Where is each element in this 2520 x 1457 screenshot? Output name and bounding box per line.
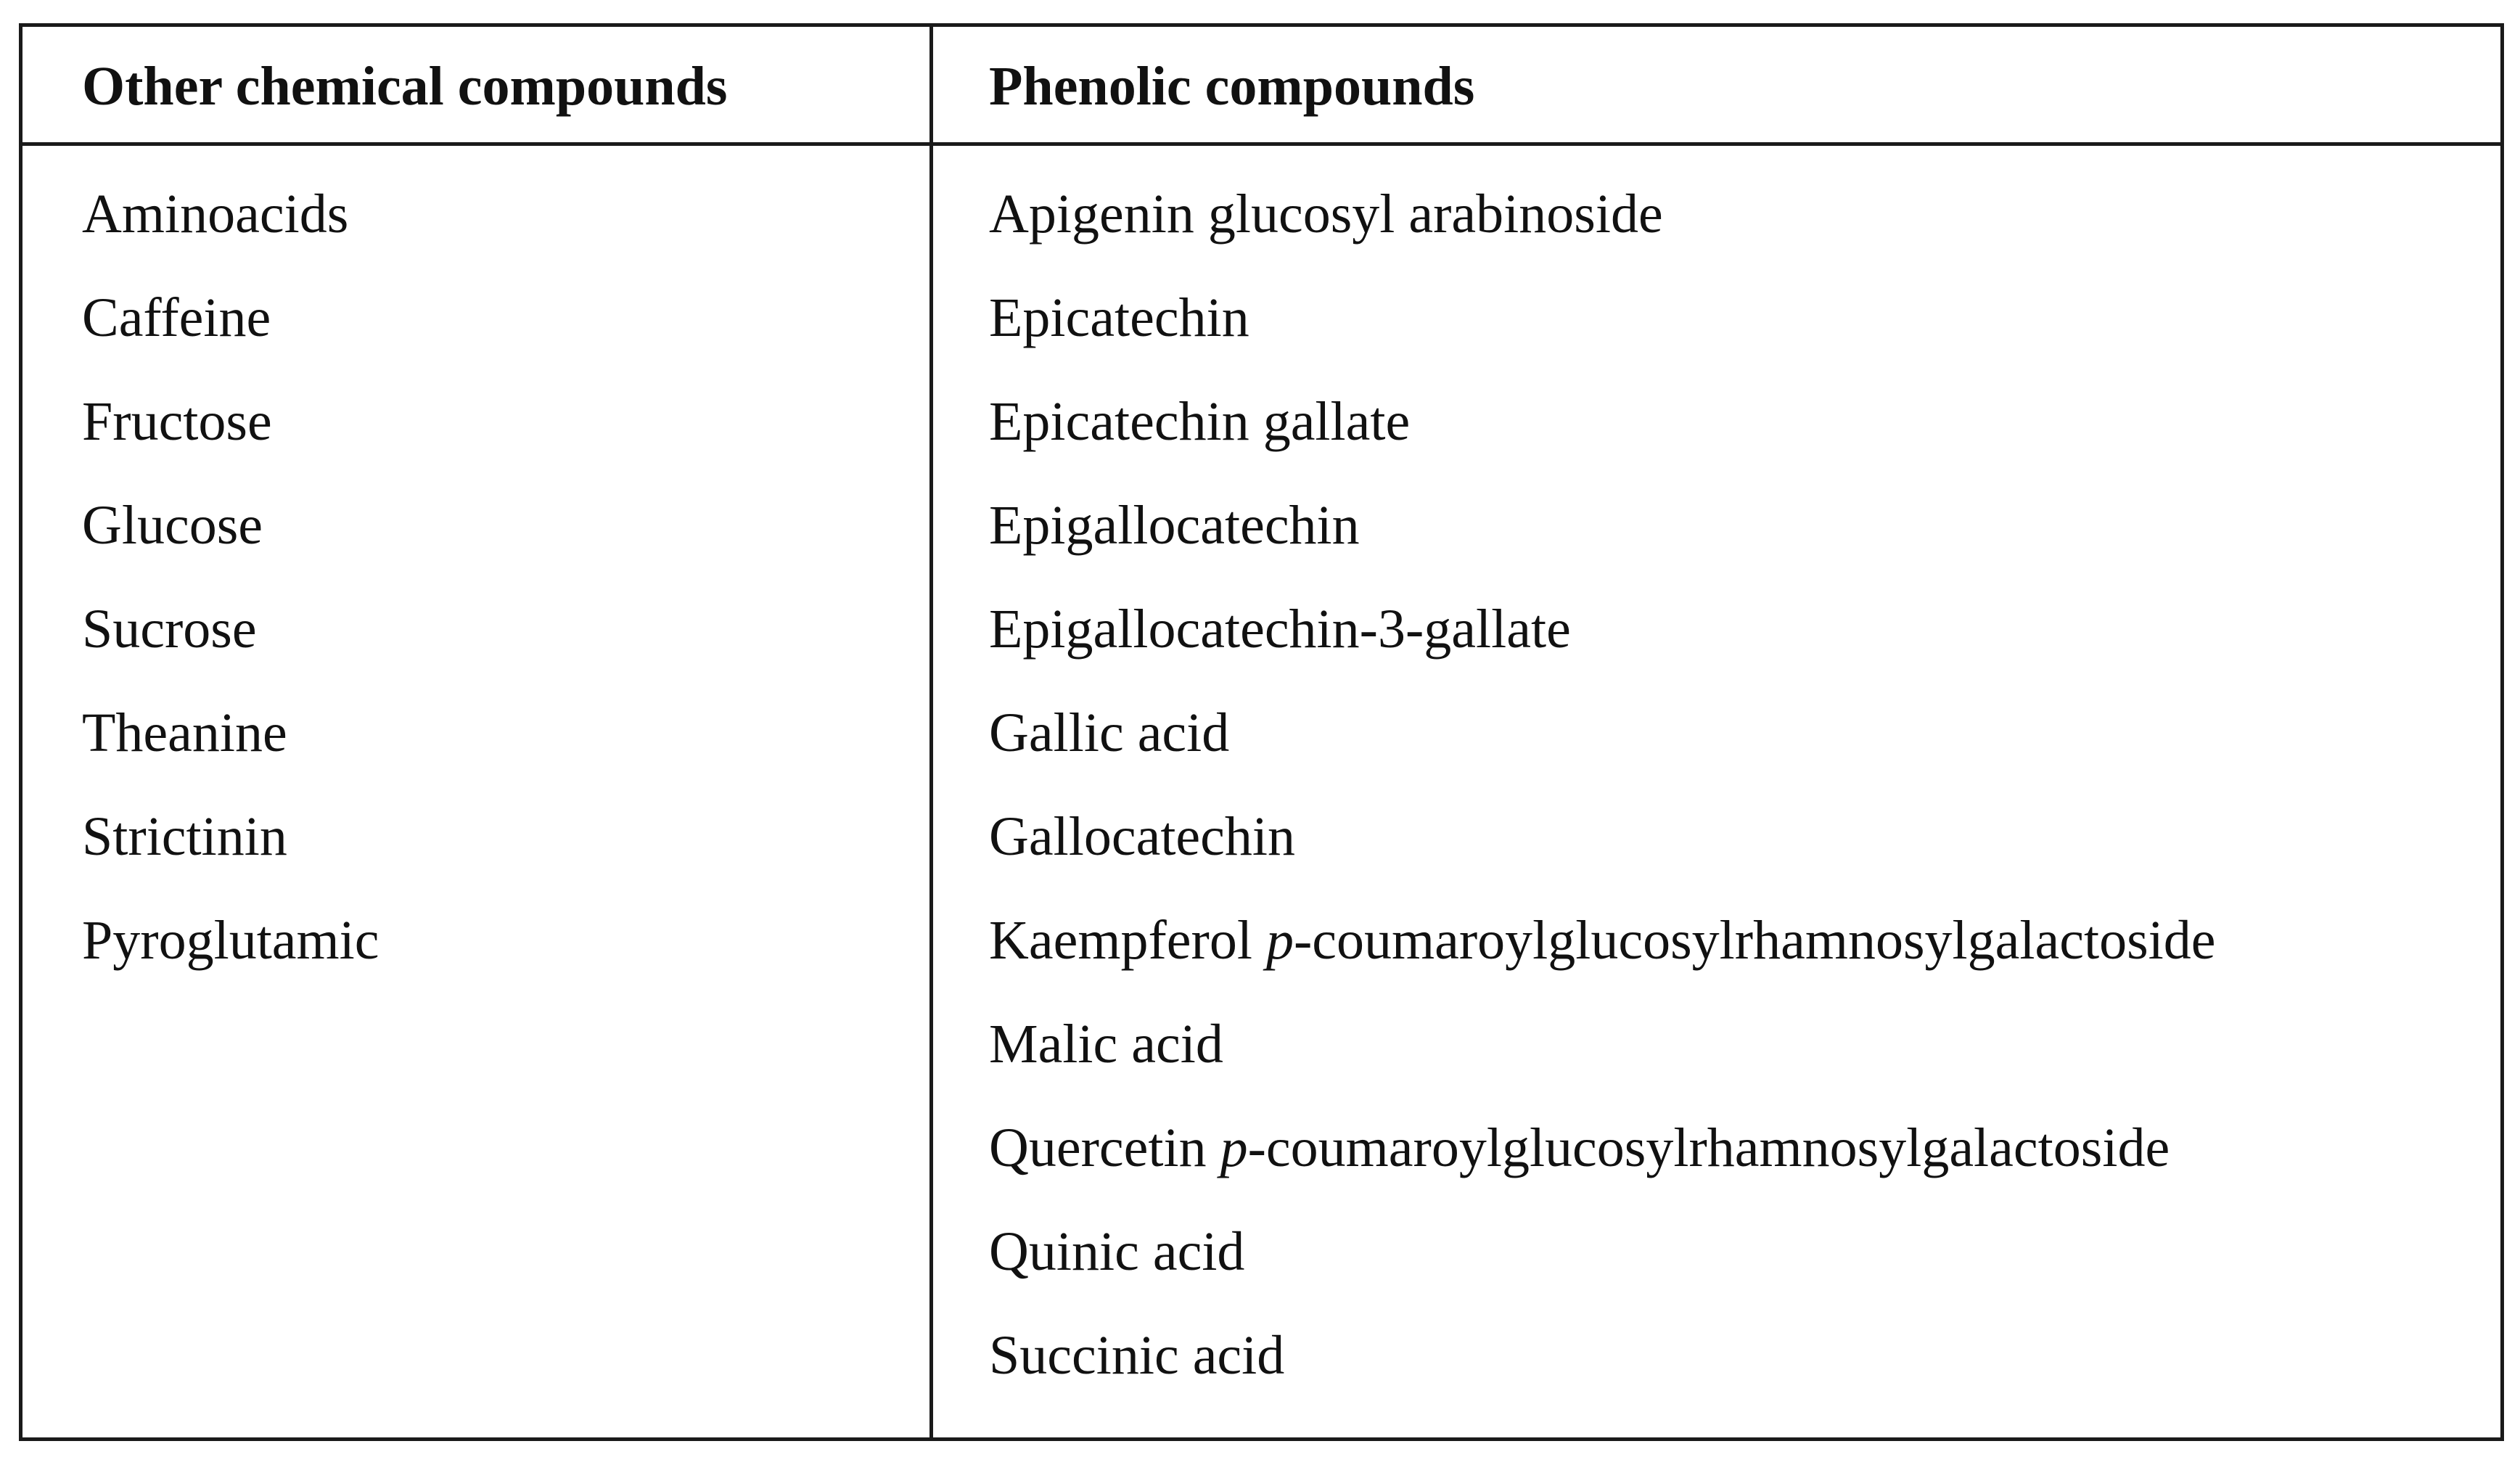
other-compounds-list (82, 185, 379, 1015)
list-item: Apigenin glucosyl arabinoside (989, 184, 1663, 245)
compound-name-prefix: Kaempferol (989, 910, 1266, 971)
list-item: Glucose (82, 495, 263, 556)
list-item (989, 1119, 2216, 1223)
list-item: Gallic acid (989, 702, 1230, 763)
list-item: Quinic acid (989, 1221, 1245, 1282)
list-item: Pyroglutamic (82, 910, 379, 971)
italic-prefix-p: p (1220, 1117, 1248, 1178)
header-phenolic-compounds: Phenolic compounds (989, 56, 1475, 117)
list-item: Epicatechin gallate (989, 391, 1411, 452)
list-item: Malic acid (989, 1014, 1223, 1075)
compounds-table (19, 23, 2504, 1441)
list-item: Sucrose (82, 599, 257, 660)
compound-name-prefix: Quercetin (989, 1117, 1220, 1178)
list-item: Gallocatechin (989, 806, 1296, 867)
compound-name-suffix: -coumaroylglucosylrhamnosylgalactoside (1293, 910, 2216, 971)
list-item (989, 911, 2216, 1015)
list-item: Epigallocatechin-3-gallate (989, 599, 1571, 660)
list-item: Succinic acid (989, 1325, 1285, 1386)
header-other-compounds: Other chemical compounds (82, 56, 728, 117)
italic-prefix-p: p (1265, 910, 1294, 971)
list-item: Caffeine (82, 287, 271, 348)
list-item: Strictinin (82, 806, 287, 867)
list-item: Theanine (82, 702, 287, 763)
compound-name-suffix: -coumaroylglucosylrhamnosylgalactoside (1247, 1117, 2170, 1178)
list-item: Aminoacids (82, 184, 349, 245)
list-item: Fructose (82, 391, 272, 452)
column-divider (929, 27, 933, 1437)
list-item: Epicatechin (989, 287, 1249, 348)
phenolic-compounds-list (989, 185, 2216, 1430)
list-item: Epigallocatechin (989, 495, 1360, 556)
header-rule (22, 142, 2500, 146)
